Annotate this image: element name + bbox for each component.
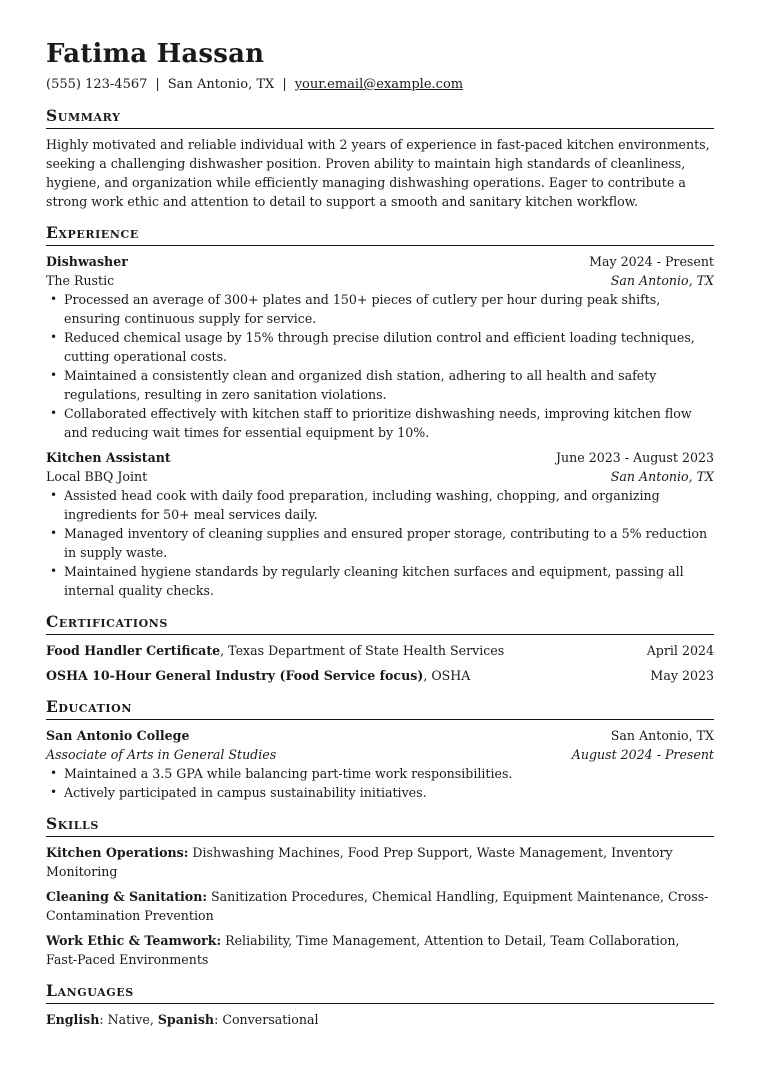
degree-name: Associate of Arts in General Studies (46, 747, 277, 762)
job-role: Kitchen Assistant (46, 450, 171, 465)
school-location: San Antonio, TX (610, 728, 714, 743)
section-title-experience: Experience (46, 223, 714, 246)
language-level: : Conversational (214, 1012, 319, 1027)
list-item: • Assisted head cook with daily food preparation, including washing, chopping, and organizing ingredients for 50+ meal services daily. (64, 486, 714, 524)
location: San Antonio, TX (167, 77, 275, 92)
skill-text: Dishwashing Machines, Food Prep Support, Waste Management, Inventory Monitoring (46, 845, 673, 879)
job-bullets (46, 486, 714, 600)
list-item: • Processed an average of 300+ plates and 150+ pieces of cutlery per hour during peak shifts, ensuring continuous supply for service. (64, 290, 714, 328)
candidate-name: Fatima Hassan (46, 39, 265, 69)
skill-text: Reliability, Time Management, Attention to Detail, Team Collaboration, Fast-Paced Environments (46, 933, 680, 967)
skill-label: Work Ethic & Teamwork: (46, 933, 222, 948)
skill-text: Sanitization Procedures, Chemical Handling, Equipment Maintenance, Cross-Contamination Prevention (46, 889, 709, 923)
skill-group (46, 843, 714, 881)
skill-label: Cleaning & Sanitation: (46, 889, 208, 904)
list-item: • Collaborated effectively with kitchen staff to prioritize dishwashing needs, improving kitchen flow and reducing wait times for essential equipment by 10%. (64, 404, 714, 442)
certification-entry (46, 641, 714, 660)
section-title-education: Education (46, 697, 714, 720)
job-dates: June 2023 - August 2023 (556, 450, 714, 465)
certification-name: Food Handler Certificate (46, 643, 221, 658)
section-title-certifications: Certifications (46, 612, 714, 635)
school-name: San Antonio College (46, 728, 190, 743)
certification-name: OSHA 10-Hour General Industry (Food Service focus) (46, 668, 424, 683)
list-item: • Maintained a 3.5 GPA while balancing part-time work responsibilities. (64, 764, 714, 783)
section-title-skills: Skills (46, 814, 714, 837)
language-name: Spanish (157, 1012, 215, 1027)
education-dates: August 2024 - Present (571, 747, 714, 762)
job-bullets (46, 290, 714, 442)
list-item: • Reduced chemical usage by 15% through precise dilution control and efficient loading techniques, cutting operational costs. (64, 328, 714, 366)
language-name: English (46, 1012, 100, 1027)
job-dates: May 2024 - Present (589, 254, 714, 269)
phone-number: (555) 123-4567 (46, 77, 148, 92)
separator: | (155, 77, 160, 92)
list-item: • Maintained a consistently clean and organized dish station, adhering to all health and safety regulations, resulting in zero sanitation violations. (64, 366, 714, 404)
job-entry (46, 448, 714, 600)
certification-issuer: , Texas Department of State Health Services (220, 643, 505, 658)
languages-line (46, 1010, 714, 1029)
certification-date: April 2024 (646, 643, 714, 658)
job-company: The Rustic (46, 273, 115, 288)
job-location: San Antonio, TX (610, 273, 714, 288)
job-location: San Antonio, TX (610, 469, 714, 484)
section-title-summary: Summary (46, 106, 714, 129)
email-link[interactable]: your.email@example.com (294, 77, 464, 92)
list-item: • Actively participated in campus sustainability initiatives. (64, 783, 714, 802)
section-title-languages: Languages (46, 981, 714, 1004)
summary-text: Highly motivated and reliable individual with 2 years of experience in fast-paced kitchen environments, seeking a challenging dishwasher position. Proven ability to maintain high standards of cleanliness, hygiene, and organization while efficiently managing dishwashing operations. Eager to contribute a strong work ethic and attention to detail to support a smooth and sanitary kitchen workflow. (46, 137, 710, 209)
education-entry (46, 726, 714, 802)
certification-issuer: , OSHA (423, 668, 471, 683)
job-entry (46, 252, 714, 442)
list-item: • Managed inventory of cleaning supplies and ensured proper storage, contributing to a 5% reduction in supply waste. (64, 524, 714, 562)
certification-entry (46, 666, 714, 685)
language-level: : Native, (99, 1012, 158, 1027)
job-role: Dishwasher (46, 254, 128, 269)
job-company: Local BBQ Joint (46, 469, 148, 484)
skill-label: Kitchen Operations: (46, 845, 189, 860)
education-bullets (46, 764, 714, 802)
contact-line (46, 76, 714, 94)
skill-group (46, 887, 714, 925)
list-item: • Maintained hygiene standards by regularly cleaning kitchen surfaces and equipment, passing all internal quality checks. (64, 562, 714, 600)
skill-group (46, 931, 714, 969)
separator: | (282, 77, 287, 92)
certification-date: May 2023 (650, 668, 714, 683)
